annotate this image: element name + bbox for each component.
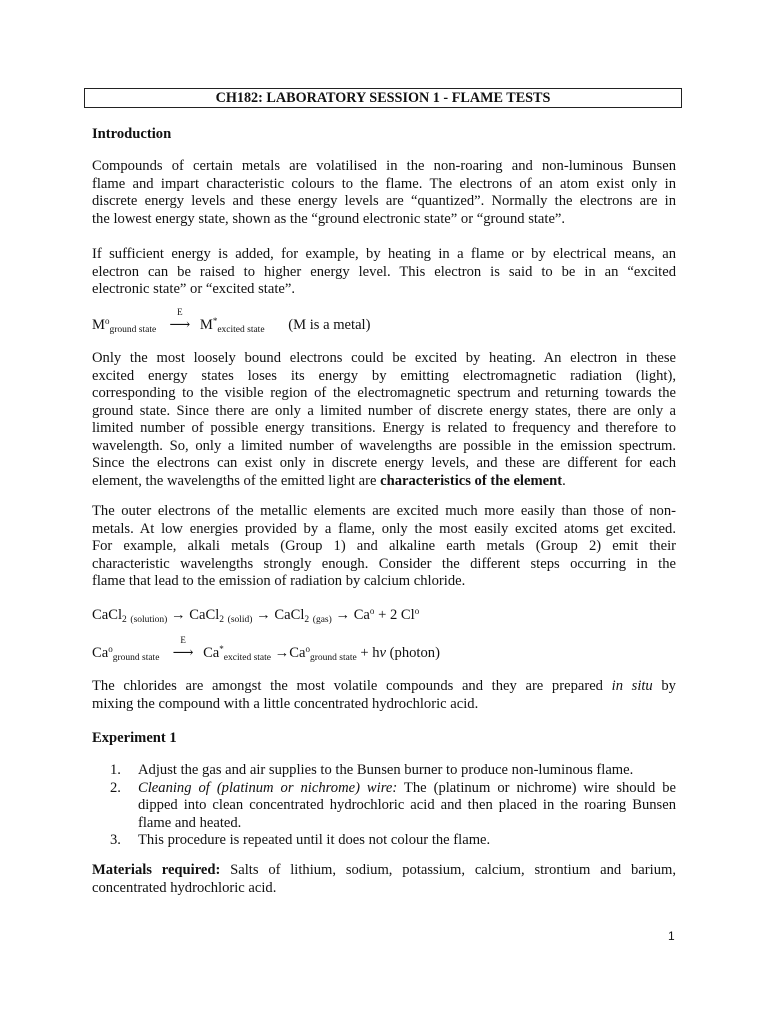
text-line: the lowest energy state, shown as the “ground electronic state” or “ground state”. bbox=[92, 210, 566, 227]
text-line: flame that lead to the emission of radiation by calcium chloride. bbox=[92, 573, 466, 589]
text-line: concentrated hydrochloric acid. bbox=[92, 879, 277, 896]
excitation-equation: $M^o_{ground state}$ E ⟶ $M^*_{excited state}$ (M is a metal) bbox=[92, 307, 371, 335]
text-line: corresponding to the visible region of the electromagnetic spectrum and returning towards the bbox=[92, 385, 676, 401]
intro-paragraph-4 bbox=[92, 503, 676, 591]
text-line: ground state. Since there are only a limited number of discrete energy states, there are only a bbox=[92, 402, 676, 419]
text-line: discrete energy levels and these energy levels are “quantized”. Normally the electrons are in bbox=[92, 193, 676, 209]
text-line: Materials required: Salts of lithium, sodium, potassium, calcium, strontium and barium, bbox=[92, 862, 676, 878]
intro-paragraph-2 bbox=[92, 246, 676, 299]
ground-state-subscript: ground state bbox=[109, 325, 157, 335]
ground-superscript: o bbox=[104, 316, 110, 326]
text-line: Only the most loosely bound electrons could be excited by heating. An electron in these bbox=[92, 350, 676, 366]
text-line: For example, alkali metals (Group 1) and alkaline earth metals (Group 2) emit their bbox=[92, 538, 676, 554]
metal-symbol: M bbox=[199, 317, 213, 333]
text-line: limited number of possible energy transitions. Energy is related to frequency and therefore to bbox=[92, 420, 676, 436]
energy-arrow: E ⟶ bbox=[169, 307, 191, 333]
intro-paragraph-1 bbox=[92, 158, 676, 228]
equation-note: (M is a metal) bbox=[288, 317, 371, 333]
text-line: mixing the compound with a little concentrated hydrochloric acid. bbox=[92, 695, 479, 712]
text-line: Since the electrons can exist only in discrete energy levels, and these are different for each bbox=[92, 455, 676, 471]
page-number: 1 bbox=[668, 929, 675, 943]
intro-paragraph-3 bbox=[92, 350, 676, 490]
text-line: characteristic wavelengths strongly enough. Consider the different steps occurring in the bbox=[92, 555, 676, 572]
energy-arrow: E ⟶ bbox=[172, 635, 194, 661]
text-line: The outer electrons of the metallic elements are excited much more easily than those of non- bbox=[92, 503, 676, 519]
emission-equation: $Ca^o_{ground state}$ E ⟶ $Ca^*_{excited state} \to Ca^o_{ground state} + h\nu$ (photon) bbox=[92, 635, 440, 663]
text-line: The chlorides are amongst the most volatile compounds and they are prepared in situ by bbox=[92, 678, 676, 694]
metal-symbol: M bbox=[92, 317, 105, 333]
calcium-chloride-equation: CaCl$_2$ $_{(solution)}$ → CaCl$_2$ $_{(solid)}$ → CaCl$_2$ $_{(gas)}$ → Ca$^o$ + 2 Cl$^o$ bbox=[92, 606, 420, 625]
text-line: electronic state” or “excited state”. bbox=[92, 281, 295, 297]
procedure-list bbox=[110, 762, 676, 850]
text-line: Compounds of certain metals are volatilised in the non-roaring and non-luminous Bunsen bbox=[92, 158, 676, 174]
excited-state-subscript: excited state bbox=[217, 325, 265, 335]
page-title: CH182: LABORATORY SESSION 1 - FLAME TESTS bbox=[84, 88, 682, 108]
list-item: 1. Adjust the gas and air supplies to the Bunsen burner to produce non-luminous flame. bbox=[110, 762, 634, 778]
text-line: excited energy states loses its energy by emitting electromagnetic radiation (light), bbox=[92, 367, 676, 384]
text-line: element, the wavelengths of the emitted light are characteristics of the element. bbox=[92, 472, 566, 489]
list-item: 2. Cleaning of (platinum or nichrome) wire: The (platinum or nichrome) wire should be dipped into clean concentrated hydrochloric acid and then placed in the roaring Bunsen flame and heated. bbox=[110, 779, 676, 831]
materials-paragraph bbox=[92, 862, 676, 897]
intro-paragraph-5 bbox=[92, 678, 676, 713]
emphasis-text: characteristics of the element bbox=[380, 472, 563, 489]
text-line: electron can be raised to higher energy level. This electron is said to be in an “excited bbox=[92, 263, 676, 280]
introduction-heading: Introduction bbox=[92, 126, 172, 142]
text-line: wavelength. So, only a limited number of wavelengths are possible in the emission spectrum. bbox=[92, 437, 676, 454]
text-line: flame and impart characteristic colours to the flame. The electrons of an atom exist only in bbox=[92, 175, 676, 192]
list-item: 3. This procedure is repeated until it does not colour the flame. bbox=[110, 832, 491, 848]
text-line: metals. At low energies provided by a flame, only the most easily excited atoms get excited. bbox=[92, 520, 676, 537]
experiment-1-heading: Experiment 1 bbox=[92, 730, 177, 746]
text-line: If sufficient energy is added, for example, by heating in a flame or by electrical means, an bbox=[92, 246, 676, 262]
